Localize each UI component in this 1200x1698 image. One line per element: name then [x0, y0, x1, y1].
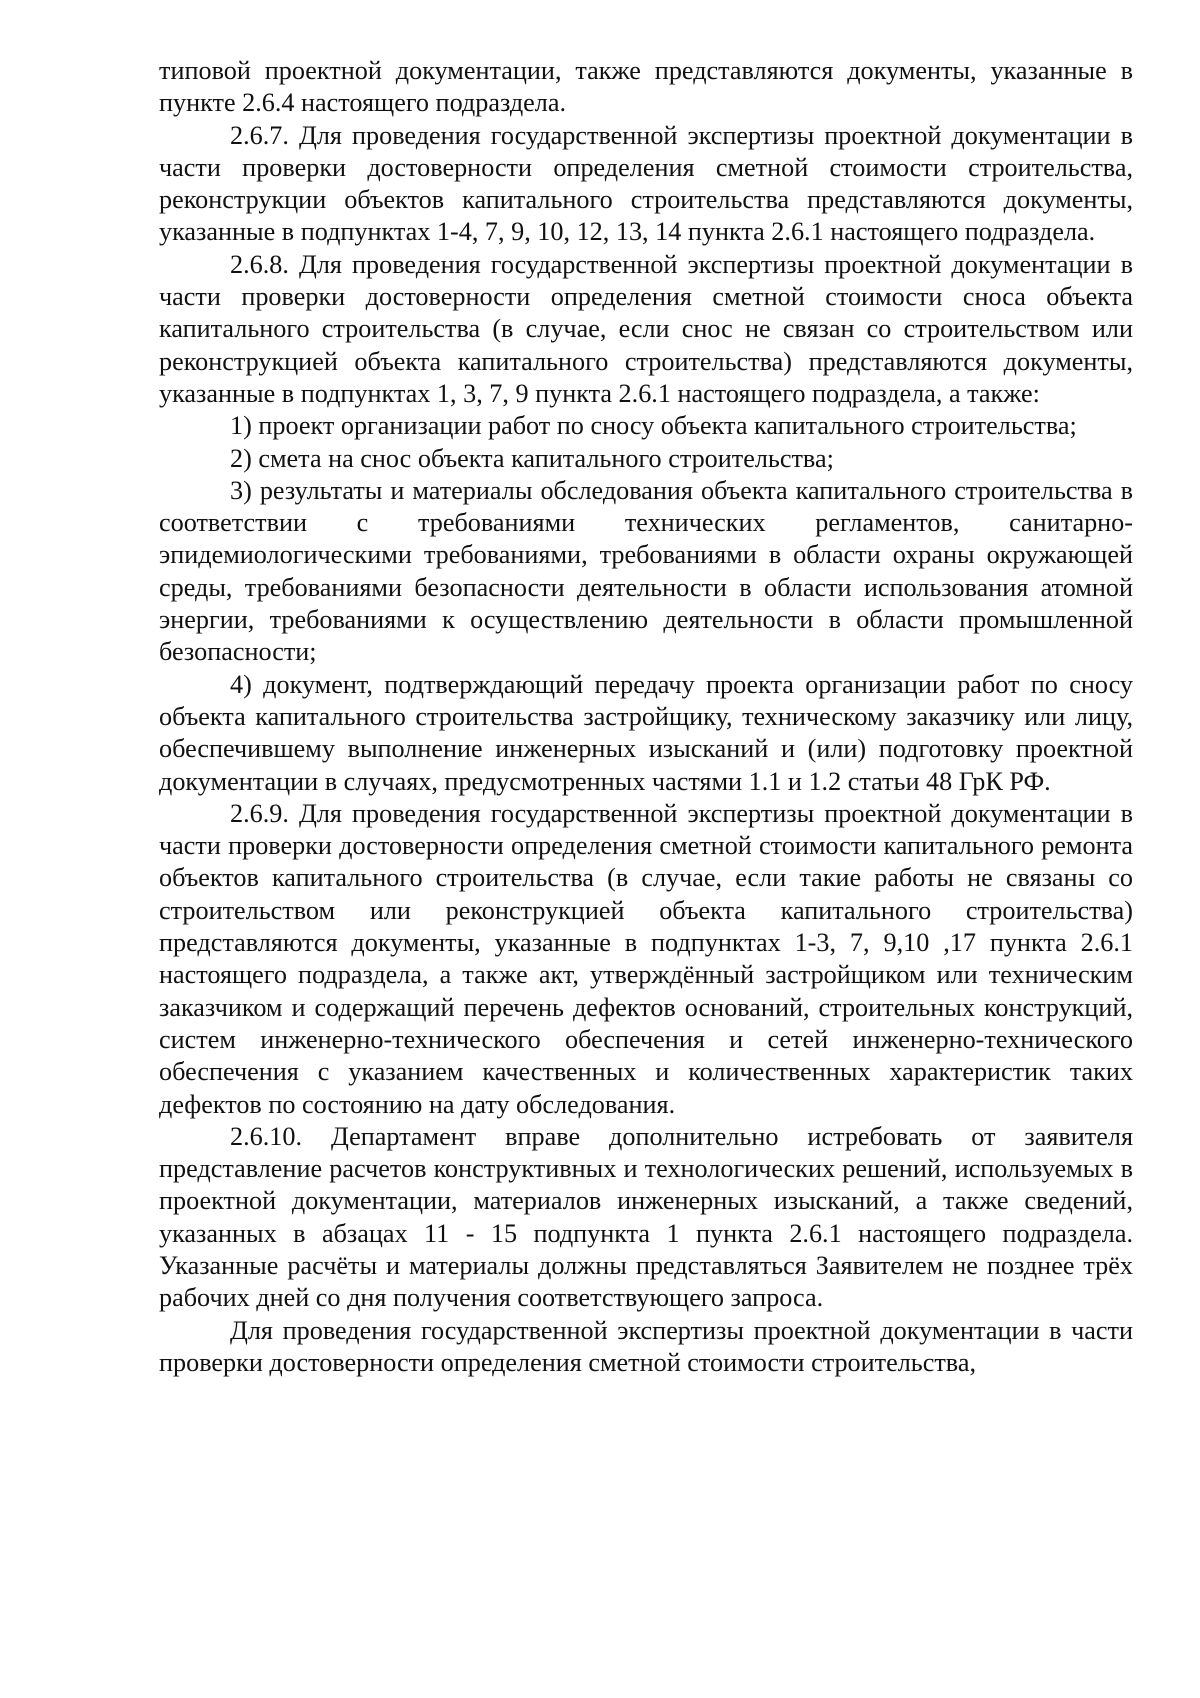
- list-item-1: 1) проект организации работ по сносу объекта капитального строительства;: [230, 411, 1077, 441]
- list-item-2: 2) смета на снос объекта капитального строительства;: [230, 443, 834, 473]
- paragraph-2-6-9: 2.6.9. Для проведения государственной экспертизы проектной документации в части проверки достоверности определения сметной стоимости капитального ремонта объектов капитального строительства (в случае, если такие работы не связаны со строительством или реконструкцией объекта капитального строительства) представляются документы, указанные в подпунктах 1-3, 7, 9,10 ,17 пункта 2.6.1 настоящего подраздела, а также акт, утверждённый застройщиком или техническим заказчиком и содержащий перечень дефектов оснований, строительных конструкций, систем инженерно-технического обеспечения и сетей инженерно-технического обеспечения с указанием качественных и количественных характеристик таких дефектов по состоянию на дату обследования.: [159, 798, 1133, 1119]
- paragraph-2-6-7: 2.6.7. Для проведения государственной экспертизы проектной документации в части проверки достоверности определения сметной стоимости строительства, реконструкции объектов капитального строительства представляются документы, указанные в подпунктах 1-4, 7, 9, 10, 12, 13, 14 пункта 2.6.1 настоящего подраздела.: [159, 120, 1133, 247]
- list-item-3: 3) результаты и материалы обследования объекта капитального строительства в соответствии с требованиями технических регламентов, санитарно-эпидемиологическими требованиями, требованиями в области охраны окружающей среды, требованиями безопасности деятельности в области использования атомной энергии, требованиями к осуществлению деятельности в области промышленной безопасности;: [159, 475, 1133, 667]
- paragraph-final: Для проведения государственной экспертизы проектной документации в части проверки достоверности определения сметной стоимости строительства,: [159, 1315, 1133, 1377]
- paragraph-2-6-10: 2.6.10. Департамент вправе дополнительно истребовать от заявителя представление расчетов конструктивных и технологических решений, используемых в проектной документации, материалов инженерных изысканий, а также сведений, указанных в абзацах 11 - 15 подпункта 1 пункта 2.6.1 настоящего подраздела. Указанные расчёты и материалы должны представляться Заявителем не позднее трёх рабочих дней со дня получения соответствующего запроса.: [159, 1121, 1133, 1313]
- paragraph-2-6-8: 2.6.8. Для проведения государственной экспертизы проектной документации в части проверки достоверности определения сметной стоимости сноса объекта капитального строительства (в случае, если снос не связан со строительством или реконструкцией объекта капитального строительства) представляются документы, указанные в подпунктах 1, 3, 7, 9 пункта 2.6.1 настоящего подраздела, а также:: [159, 249, 1133, 408]
- document-page: [159, 55, 1133, 1379]
- paragraph-continuation: типовой проектной документации, также представляются документы, указанные в пункте 2.6.4 настоящего подраздела.: [159, 56, 1133, 118]
- list-item-4: 4) документ, подтверждающий передачу проекта организации работ по сносу объекта капитального строительства застройщику, техническому заказчику или лицу, обеспечившему выполнение инженерных изысканий и (или) подготовку проектной документации в случаях, предусмотренных частями 1.1 и 1.2 статьи 48 ГрК РФ.: [159, 669, 1133, 796]
